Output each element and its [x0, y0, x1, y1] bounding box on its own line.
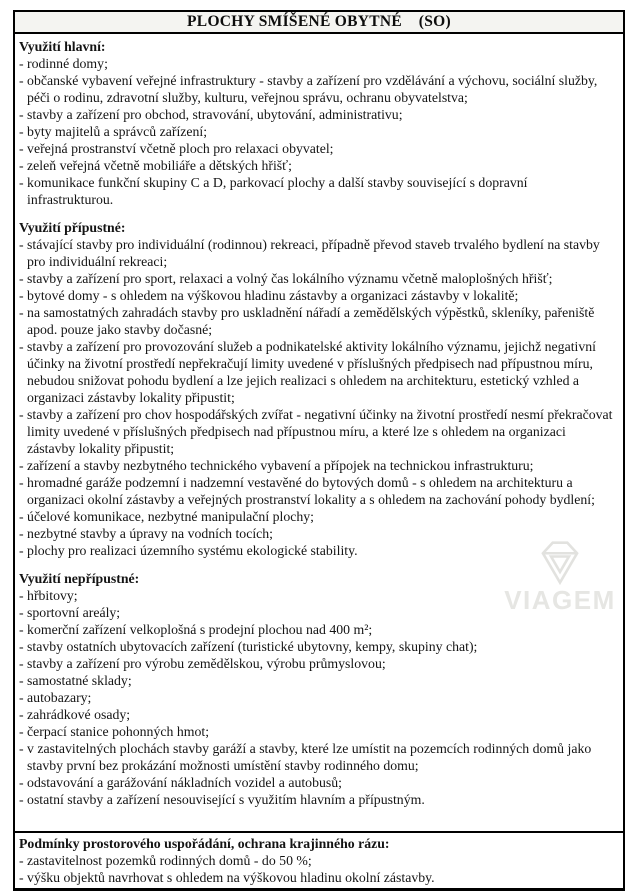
conditions-items — [19, 852, 617, 886]
list-item: - účelové komunikace, nezbytné manipulační plochy; — [19, 509, 314, 524]
list-item: - zeleň veřejná včetně mobiliáře a dětských hřišť; — [19, 158, 292, 173]
list-item: - na samostatných zahradách stavby pro uskladnění nářadí a zemědělských výpěstků, skleníky, pařeniště apod. pouze jako stavby dočasné; — [19, 305, 595, 337]
list-item: - komerční zařízení velkoplošná s prodejní plochou nad 400 m²; — [19, 622, 373, 637]
list-item: - stavby a zařízení pro obchod, stravování, ubytování, administrativu; — [19, 107, 403, 122]
list-item: - čerpací stanice pohonných hmot; — [19, 724, 210, 739]
section-heading: Využití přípustné: — [19, 220, 126, 235]
list-item: - stavby a zařízení pro provozování služeb a podnikatelské aktivity lokálního významu, jejichž negativní účinky na životní prostředí nepřekračují limity uvedené v příslušných předpisech nad přípustnou míru, nebudou snižovat pohodu bydlení a lze jejich realizaci s ohledem na architekturu, estetický vzhled a organizaci zástavby lokality připustit; — [19, 339, 596, 405]
main-sections — [19, 38, 617, 808]
table-body-cell — [15, 34, 623, 831]
list-item: - zahrádkové osady; — [19, 707, 131, 722]
conditions-heading: Podmínky prostorového uspořádání, ochrana krajinného rázu: — [19, 836, 390, 851]
list-item: - zařízení a stavby nezbytného technického vybavení a přípojek na technickou infrastrukturu; — [19, 458, 534, 473]
list-item: - odstavování a garážování nákladních vozidel a autobusů; — [19, 775, 342, 790]
list-item: - hromadné garáže podzemní i nadzemní vestavěné do bytových domů - s ohledem na architekturu a organizaci okolní zástavby a veřejných prostranství lokality a s ohledem na zachování pohody bydlení; — [19, 475, 595, 507]
usage-section — [19, 38, 617, 208]
table-header-row — [15, 12, 623, 34]
list-item: - výšku objektů navrhovat s ohledem na výškovou hladinu okolní zástavby. — [19, 870, 435, 885]
list-item: - stavby ostatních ubytovacích zařízení (turistické ubytovny, kempy, skupiny chat); — [19, 639, 478, 654]
zoning-table — [13, 10, 625, 891]
list-item: - samostatné sklady; — [19, 673, 132, 688]
watermark-text: VIAGEM — [504, 585, 616, 615]
section-heading: Využití hlavní: — [19, 39, 106, 54]
list-item: - veřejná prostranství včetně ploch pro relaxaci obyvatel; — [19, 141, 334, 156]
list-item: - zastavitelnost pozemků rodinných domů - do 50 %; — [19, 853, 312, 868]
usage-section — [19, 570, 617, 808]
list-item: - autobazary; — [19, 690, 92, 705]
list-item: - stavby a zařízení pro sport, relaxaci a volný čas lokálního významu včetně maloplošných hřišť; — [19, 271, 553, 286]
list-item: - rodinné domy; — [19, 56, 108, 71]
list-item: - stavby a zařízení pro výrobu zemědělskou, výrobu průmyslovou; — [19, 656, 386, 671]
list-item: - ostatní stavby a zařízení nesouvisející s využitím hlavním a přípustným. — [19, 792, 425, 807]
section-heading: Využití nepřípustné: — [19, 571, 140, 586]
list-item: - bytové domy - s ohledem na výškovou hladinu zástavby a organizaci zástavby v lokalitě; — [19, 288, 519, 303]
list-item: - nezbytné stavby a úpravy na vodních tocích; — [19, 526, 274, 541]
list-item: - občanské vybavení veřejné infrastruktury - stavby a zařízení pro vzdělávání a výchovu, sociální služby, péči o rodinu, zdravotní služby, kulturu, veřejnou správu, ochranu obyvatelstva; — [19, 73, 598, 105]
conditions-row — [15, 831, 623, 888]
list-item: - stávající stavby pro individuální (rodinnou) rekreaci, případně převod staveb trvalého bydlení na stavby pro individuální rekreaci; — [19, 237, 600, 269]
list-item: - plochy pro realizaci územního systému ekologické stability. — [19, 543, 358, 558]
list-item: - hřbitovy; — [19, 588, 78, 603]
list-item: - sportovní areály; — [19, 605, 121, 620]
list-item: - stavby a zařízení pro chov hospodářských zvířat - negativní účinky na životní prostředí nesmí překračovat limity uvedené v příslušných předpisech nad přípustnou míru, a které lze s ohledem na organizaci zástavby lokality připustit; — [19, 407, 613, 456]
usage-section — [19, 219, 617, 559]
list-item: - v zastavitelných plochách stavby garáží a stavby, které lze umístit na pozemcích rodinných domů jako stavby první bez prokázání možnosti umístění stavby rodinného domu; — [19, 741, 592, 773]
document-title: PLOCHY SMÍŠENÉ OBYTNÉ (SO) — [187, 13, 451, 30]
list-item: - komunikace funkční skupiny C a D, parkovací plochy a další stavby související s dopravní infrastrukturou. — [19, 175, 528, 207]
list-item: - byty majitelů a správců zařízení; — [19, 124, 208, 139]
